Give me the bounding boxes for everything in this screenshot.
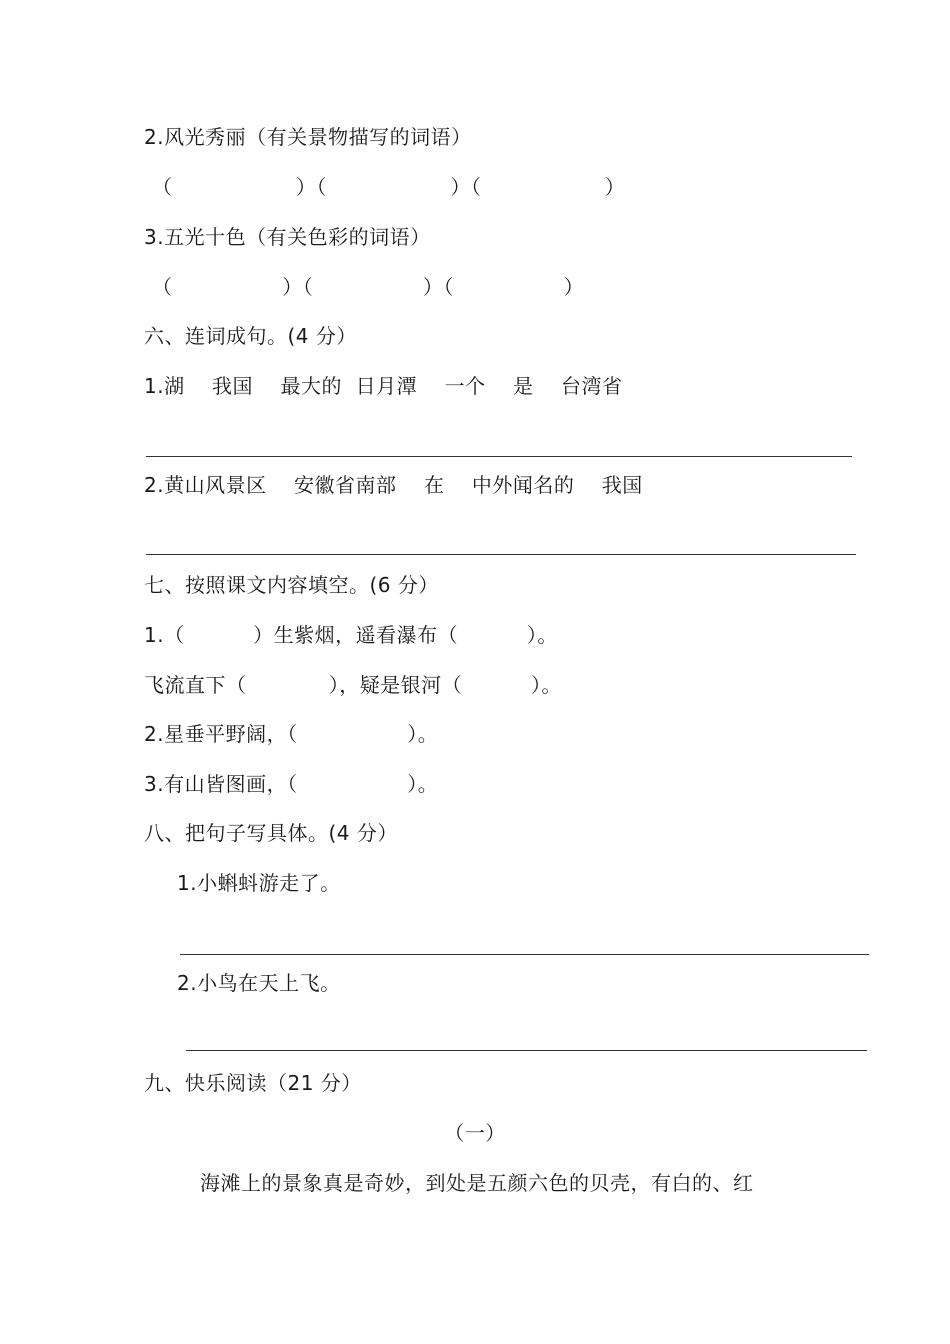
answer-line-6-2[interactable] [146,554,856,555]
question-8-2: 2.小鸟在天上飞。 [177,971,341,995]
answer-blanks-5-3[interactable]: （ ）（ ）（ ） [152,275,585,299]
answer-blanks-5-2[interactable]: （ ）（ ）（ ） [152,175,626,199]
question-7-1: 1.（ ）生紫烟，遥看瀑布（ ）。 [144,623,558,647]
question-8-1: 1.小蝌蚪游走了。 [177,871,341,895]
section-9-heading: 九、快乐阅读（21 分） [144,1071,362,1095]
reading-part-label: （一） [444,1121,506,1145]
answer-line-6-1[interactable] [146,456,852,457]
answer-line-8-1[interactable] [180,954,869,955]
section-7-heading: 七、按照课文内容填空。(6 分） [144,573,439,597]
answer-line-8-2[interactable] [186,1050,867,1051]
question-6-1: 1.湖 我国 最大的 日月潭 一个 是 台湾省 [144,374,623,398]
section-8-heading: 八、把句子写具体。(4 分） [144,821,398,845]
section-6-heading: 六、连词成句。(4 分） [144,324,357,348]
question-7-3: 3.有山皆图画，（ ）。 [144,772,439,796]
question-7-2: 2.星垂平野阔，（ ）。 [144,722,439,746]
question-5-2: 2.风光秀丽（有关景物描写的词语） [144,125,472,149]
question-7-1-continued: 飞流直下（ ），疑是银河（ ）。 [144,673,562,697]
question-6-2: 2.黄山风景区 安徽省南部 在 中外闻名的 我国 [144,473,643,497]
question-5-3: 3.五光十色（有关色彩的词语） [144,225,431,249]
reading-passage: 海滩上的景象真是奇妙，到处是五颜六色的贝壳，有白的、红 [200,1171,754,1195]
